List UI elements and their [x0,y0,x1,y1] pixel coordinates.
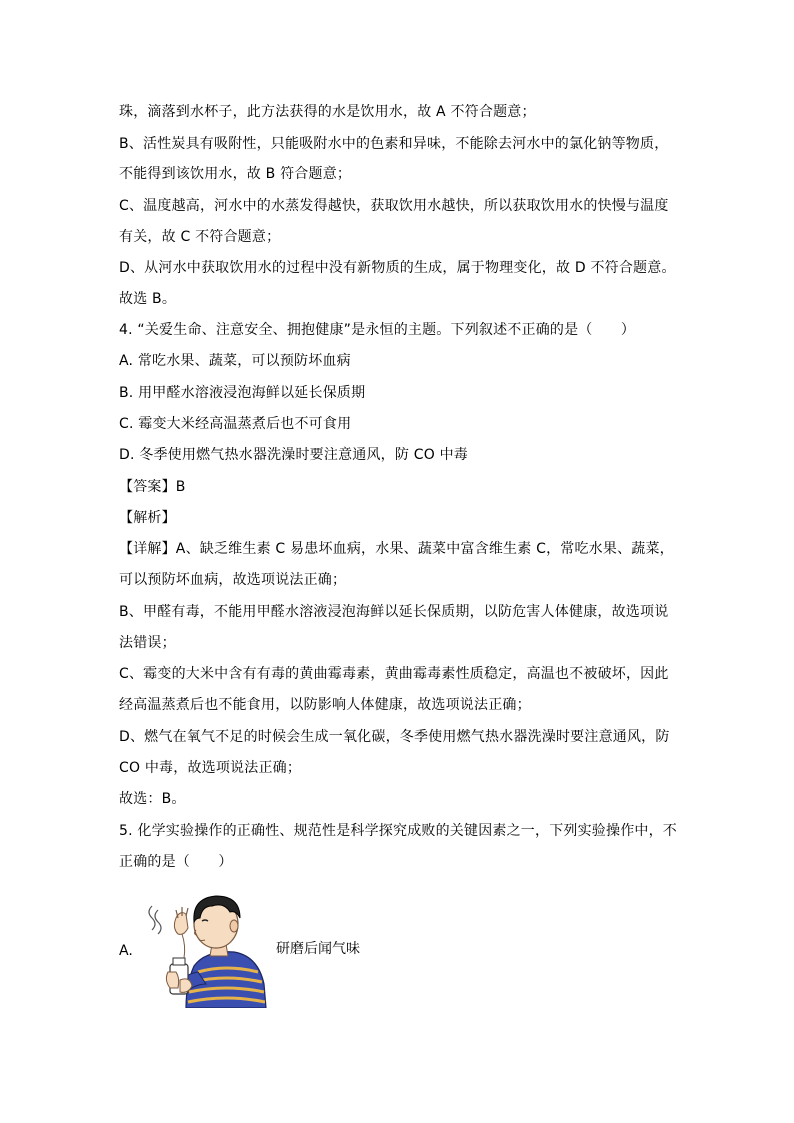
text-line: 有关，故 C 不符合题意； [119,229,281,245]
text-line: 不能得到该饮用水，故 B 符合题意； [119,166,352,182]
detail-line: 法错误； [119,635,176,651]
question-4-stem: 4. “关爱生命、注意安全、拥抱健康”是永恒的主题。下列叙述不正确的是（ ） [119,322,636,338]
answer-label: 【答案】B [119,479,186,495]
detail-line: C、霉变的大米中含有有毒的黄曲霉毒素，黄曲霉毒素性质稳定，高温也不被破坏，因此 [119,666,669,682]
question-4-option-c: C. 霉变大米经高温蒸煮后也不可食用 [119,416,352,432]
detail-line: 可以预防坏血病，故选项说法正确； [119,572,347,588]
detail-line: B、甲醛有毒，不能用甲醛水溶液浸泡海鲜以延长保质期，以防危害人体健康，故选项说 [119,604,669,620]
text-line: 珠，滴落到水杯子，此方法获得的水是饮用水，故 A 不符合题意； [119,104,536,120]
question-5-option-a-label: A. [119,943,133,959]
text-line: 故选 B。 [119,291,177,307]
detail-line: 故选：B。 [119,791,186,807]
question-5-stem: 正确的是（ ） [119,854,233,870]
text-line: B、活性炭具有吸附性，只能吸附水中的色素和异味，不能除去河水中的氯化钠等物质， [119,136,669,152]
detail-line: 经高温蒸煮后也不能食用，以防影响人体健康，故选项说法正确； [119,697,531,713]
question-4-option-a: A. 常吃水果、蔬菜，可以预防坏血病 [119,353,351,369]
question-5-stem: 5. 化学实验操作的正确性、规范性是科学探究成败的关键因素之一，下列实验操作中，不 [119,823,678,839]
question-5-option-a-caption: 研磨后闻气味 [276,941,360,957]
analysis-label: 【解析】 [119,510,176,526]
text-line: C、温度越高，河水中的水蒸发得越快，获取饮用水越快，所以获取饮用水的快慢与温度 [119,198,669,214]
detail-line: D、燃气在氧气不足的时候会生成一氧化碳，冬季使用燃气热水器洗澡时要注意通风，防 [119,729,670,745]
question-4-option-d: D. 冬季使用燃气热水器洗澡时要注意通风，防 CO 中毒 [119,447,468,463]
detail-line: 【详解】A、缺乏维生素 C 易患坏血病，水果、蔬菜中富含维生素 C，常吃水果、蔬菜， [119,541,674,557]
text-line: D、从河水中获取饮用水的过程中没有新物质的生成，属于物理变化，故 D 不符合题意。 [119,260,676,276]
boy-smelling-bottle-illustration [146,888,270,1008]
detail-line: CO 中毒，故选项说法正确； [119,760,302,776]
question-4-option-b: B. 用甲醛水溶液浸泡海鲜以延长保质期 [119,385,366,401]
